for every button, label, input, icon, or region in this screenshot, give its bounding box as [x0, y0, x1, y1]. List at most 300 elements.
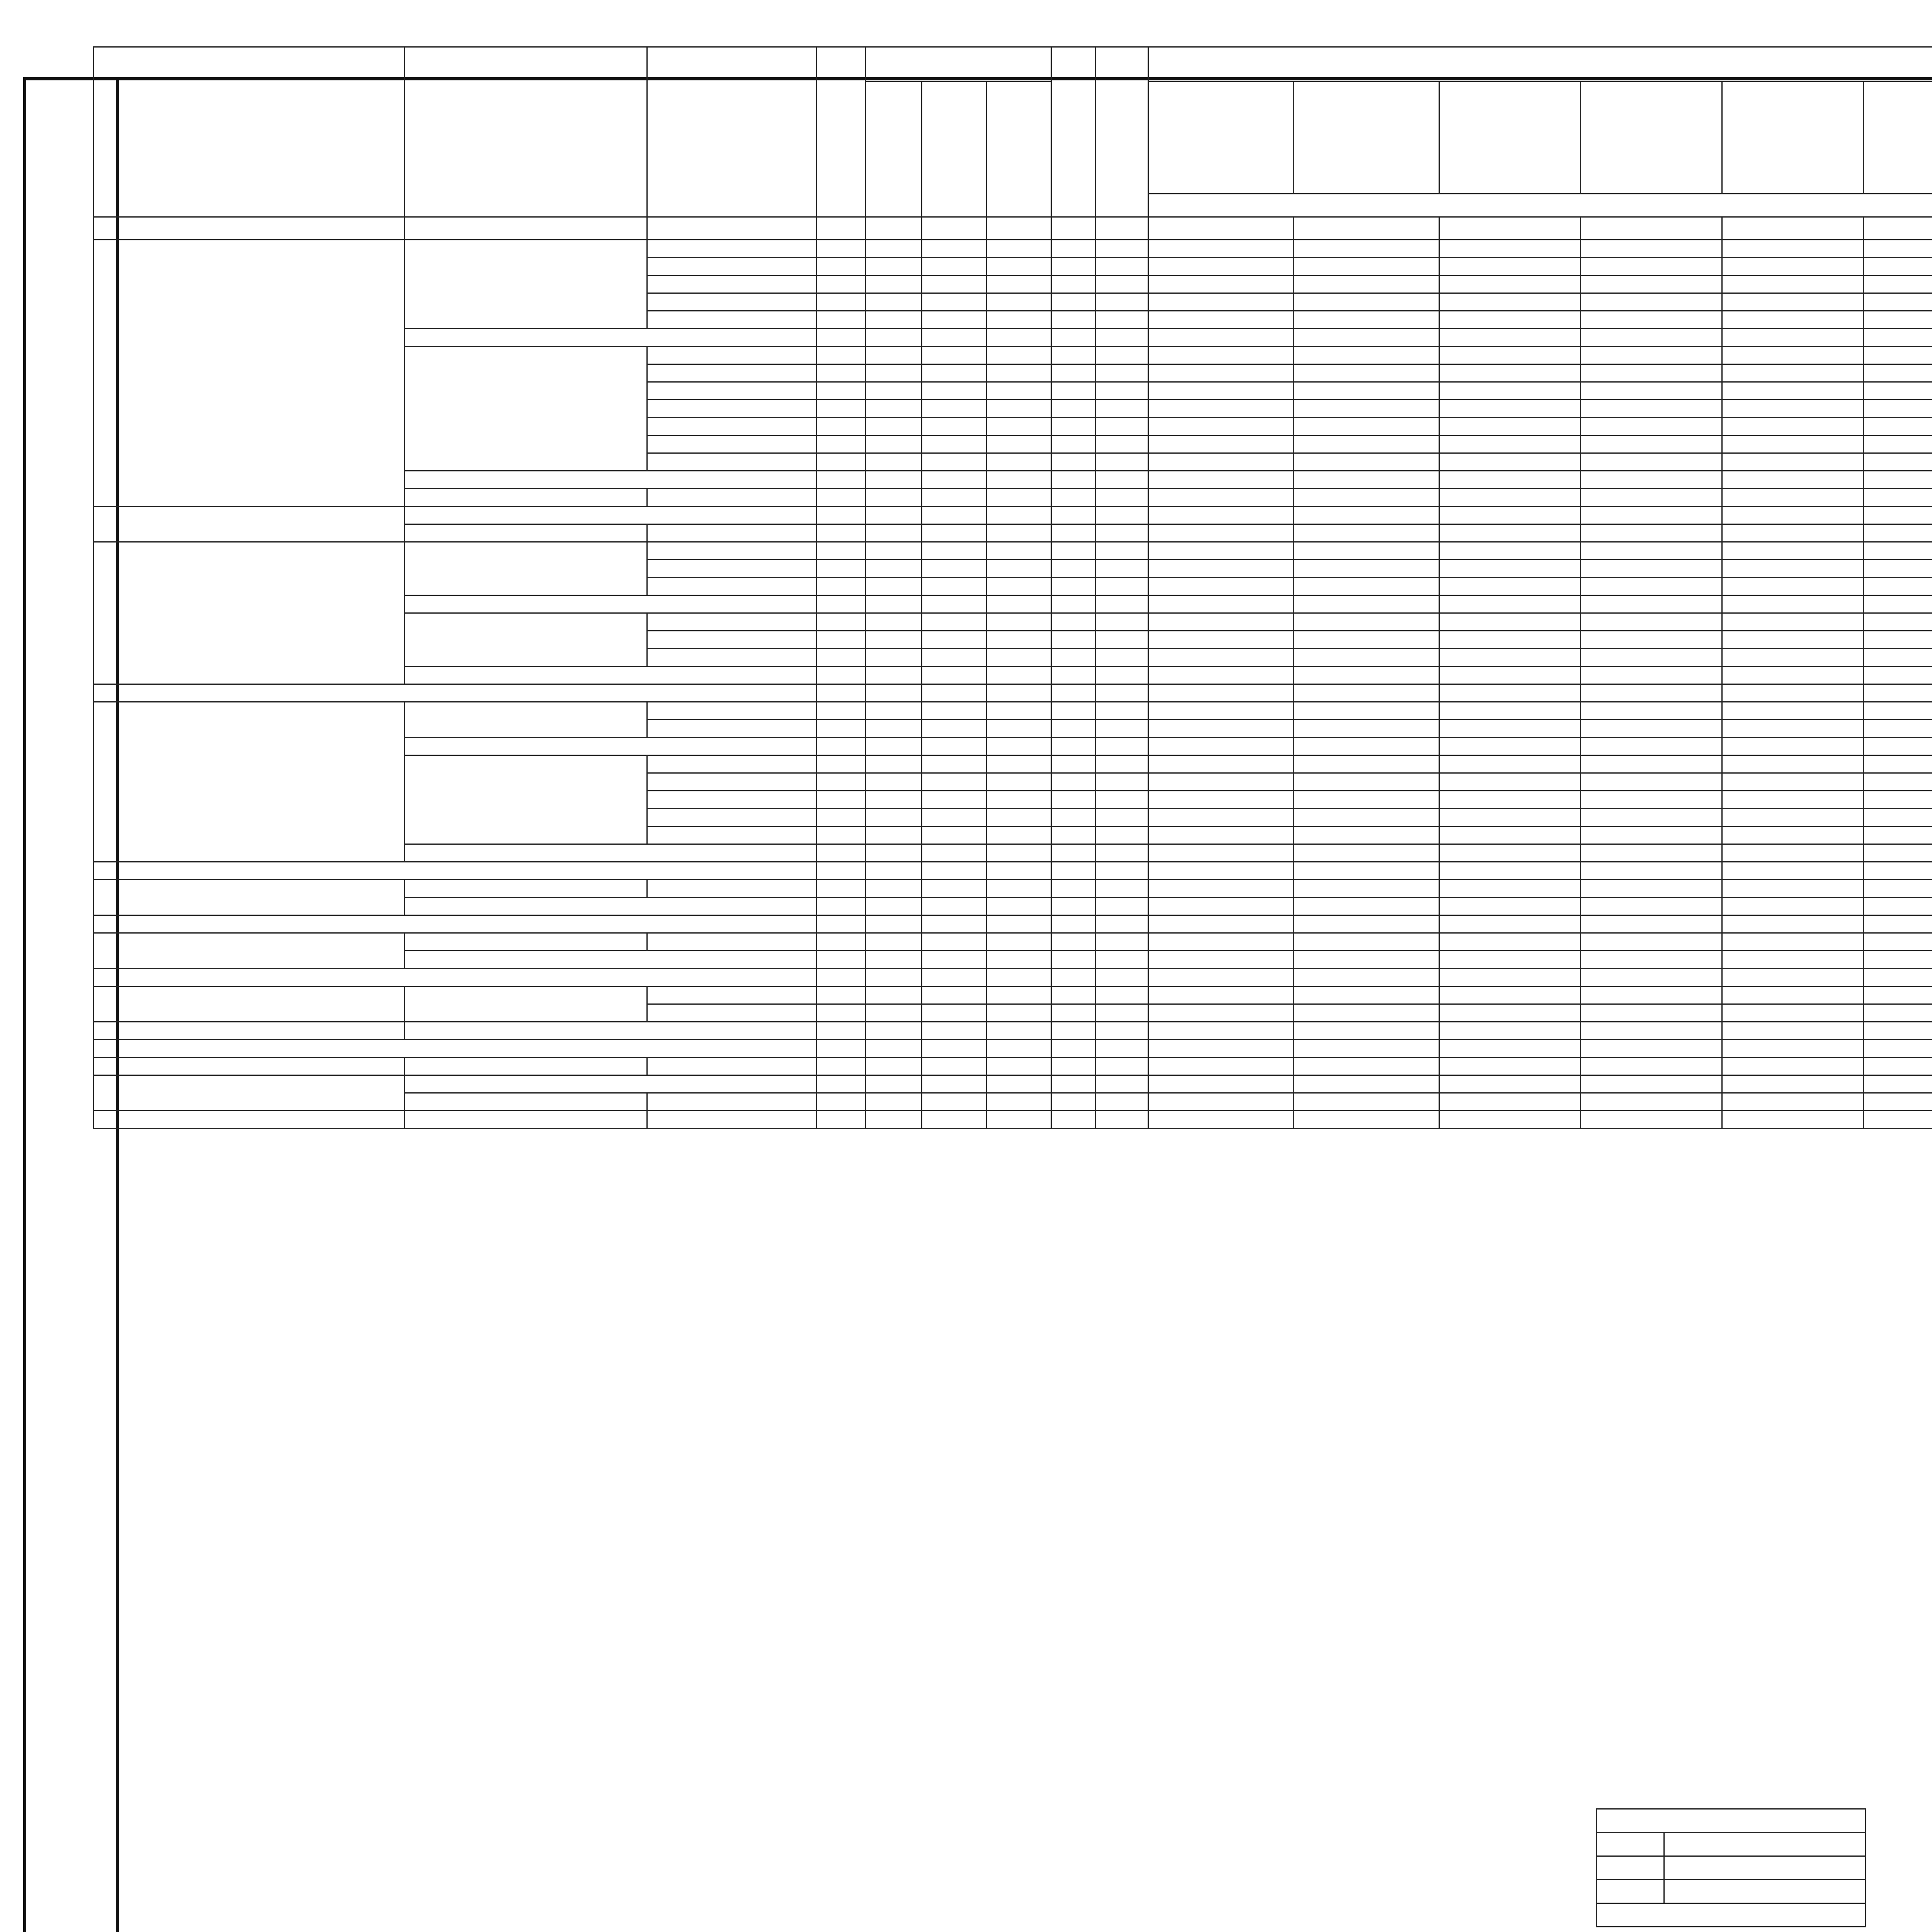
table-cell [922, 1058, 986, 1075]
table-cell [1051, 667, 1095, 684]
table-cell [1148, 293, 1294, 311]
table-cell [986, 1093, 1051, 1111]
table-cell [986, 542, 1051, 560]
steel-grade [405, 613, 647, 667]
table-cell [1863, 329, 1932, 347]
steel-grade [405, 240, 647, 329]
table-cell [1722, 720, 1863, 738]
table-cell [865, 738, 922, 755]
table-cell [1580, 898, 1722, 915]
table-cell [1722, 258, 1863, 276]
table-cell [1722, 1058, 1863, 1075]
table-cell [865, 382, 922, 400]
table-cell [1863, 1111, 1932, 1129]
table-cell [865, 240, 922, 258]
table-cell [1439, 258, 1580, 276]
table-cell [1294, 382, 1439, 400]
table-cell [986, 311, 1051, 329]
table-row [94, 880, 1932, 898]
table-cell [1863, 1022, 1932, 1040]
table-cell [817, 240, 866, 258]
profile-size [647, 347, 816, 364]
table-cell [1580, 382, 1722, 400]
table-cell [1863, 969, 1932, 986]
table-cell [1722, 542, 1863, 560]
table-cell [1095, 1058, 1148, 1075]
table-cell [1051, 755, 1095, 773]
table-cell [1148, 258, 1294, 276]
table-cell [1051, 986, 1095, 1004]
table-cell [1580, 755, 1722, 773]
table-cell [1148, 435, 1294, 453]
table-cell [1051, 702, 1095, 720]
profile-size [647, 809, 816, 827]
table-cell [1148, 418, 1294, 435]
table-cell [1095, 471, 1148, 489]
table-row [94, 933, 1932, 951]
table-cell [1095, 898, 1148, 915]
table-cell [1051, 1040, 1095, 1058]
table-cell [1095, 827, 1148, 844]
table-cell [1051, 809, 1095, 827]
table-cell [1294, 1022, 1439, 1040]
table-cell [865, 986, 922, 1004]
table-cell [1439, 702, 1580, 720]
table-cell [1439, 1111, 1580, 1129]
table-cell [817, 1058, 866, 1075]
column-number [1051, 217, 1095, 240]
table-cell [1580, 613, 1722, 631]
table-cell [1863, 1040, 1932, 1058]
table-cell [865, 329, 922, 347]
table-cell [1294, 1004, 1439, 1022]
table-cell [1148, 809, 1294, 827]
h-code [865, 47, 1051, 82]
column-number [1863, 217, 1932, 240]
table-cell [1148, 702, 1294, 720]
table-cell [865, 844, 922, 862]
table-cell [1580, 649, 1722, 667]
table-cell [1051, 276, 1095, 293]
table-cell [1051, 1111, 1095, 1129]
table-cell [1439, 471, 1580, 489]
table-cell [1294, 1111, 1439, 1129]
table-cell [1439, 1075, 1580, 1093]
table-cell [817, 684, 866, 702]
h-e-ribs [1294, 82, 1439, 194]
steel-grade [405, 755, 647, 844]
table-cell [817, 613, 866, 631]
table-cell [1722, 418, 1863, 435]
table-cell [1722, 649, 1863, 667]
table-cell [1722, 347, 1863, 364]
table-cell [817, 471, 866, 489]
table-cell [1294, 400, 1439, 418]
table-cell [1095, 986, 1148, 1004]
table-cell [1095, 418, 1148, 435]
table-cell [1722, 560, 1863, 578]
table-cell [817, 524, 866, 542]
table-cell [1439, 880, 1580, 898]
table-row [94, 1040, 1932, 1058]
h-e-supports [1439, 82, 1580, 194]
table-cell [1294, 311, 1439, 329]
table-cell [1294, 293, 1439, 311]
table-cell [1148, 453, 1294, 471]
table-cell [1863, 791, 1932, 809]
table-cell [1863, 684, 1932, 702]
table-cell [1863, 755, 1932, 773]
table-cell [1294, 453, 1439, 471]
table-cell [1095, 364, 1148, 382]
profile-size [647, 880, 816, 898]
table-cell [1580, 1093, 1722, 1111]
inv-no-label [1597, 1903, 1866, 1927]
table-cell [986, 631, 1051, 649]
table-row [94, 240, 1932, 258]
profile-size [647, 560, 816, 578]
table-cell [1148, 738, 1294, 755]
table-cell [1580, 240, 1722, 258]
table-cell [865, 667, 922, 684]
steel-grade [405, 489, 647, 507]
table-cell [1051, 1093, 1095, 1111]
table-cell [1439, 293, 1580, 311]
table-cell [986, 755, 1051, 773]
table-cell [1439, 738, 1580, 755]
table-cell [1294, 578, 1439, 595]
table-row [94, 702, 1932, 720]
table-cell [922, 827, 986, 844]
subtotal-label [405, 738, 817, 755]
table-cell [817, 720, 866, 738]
table-cell [1439, 276, 1580, 293]
table-cell [1722, 489, 1863, 507]
profile-group [94, 1075, 405, 1111]
table-cell [1095, 347, 1148, 364]
binding-block [1596, 1808, 1866, 1927]
profile-size [647, 986, 816, 1004]
table-cell [986, 418, 1051, 435]
table-cell [1294, 1075, 1439, 1093]
h-elem-code [1148, 194, 1932, 217]
h-designation [647, 47, 816, 217]
table-cell [1580, 969, 1722, 986]
table-cell [922, 720, 986, 738]
table-cell [1294, 258, 1439, 276]
table-cell [1095, 311, 1148, 329]
table-cell [1580, 507, 1722, 524]
table-cell [1051, 311, 1095, 329]
column-number [1095, 217, 1148, 240]
table-cell [922, 613, 986, 631]
column-number [817, 217, 866, 240]
table-cell [1148, 364, 1294, 382]
table-cell [922, 969, 986, 986]
table-cell [865, 827, 922, 844]
table-cell [1439, 311, 1580, 329]
table-cell [1722, 755, 1863, 773]
table-cell [1294, 880, 1439, 898]
table-cell [922, 578, 986, 595]
table-cell [1051, 400, 1095, 418]
table-cell [1148, 1040, 1294, 1058]
table-cell [1148, 471, 1294, 489]
table-cell [1148, 1058, 1294, 1075]
table-cell [922, 471, 986, 489]
table-cell [1294, 862, 1439, 880]
table-cell [865, 649, 922, 667]
table-cell [1148, 329, 1294, 347]
profile-size [647, 791, 816, 809]
table-cell [1051, 524, 1095, 542]
table-cell [986, 702, 1051, 720]
table-cell [1722, 595, 1863, 613]
table-cell [1439, 649, 1580, 667]
profile-size [647, 933, 816, 951]
table-cell [865, 489, 922, 507]
table-cell [865, 720, 922, 738]
table-cell [1580, 1040, 1722, 1058]
table-cell [1051, 969, 1095, 986]
table-cell [1580, 702, 1722, 720]
table-cell [1863, 667, 1932, 684]
table-cell [865, 1093, 922, 1111]
table-cell [1863, 862, 1932, 880]
table-cell [1439, 986, 1580, 1004]
table-cell [1580, 720, 1722, 738]
table-cell [1051, 240, 1095, 258]
table-cell [1439, 684, 1580, 702]
table-cell [1095, 684, 1148, 702]
column-number [647, 217, 816, 240]
table-cell [1580, 471, 1722, 489]
table-cell [1580, 435, 1722, 453]
table-cell [1148, 1022, 1294, 1040]
h-num [817, 47, 866, 217]
table-cell [1580, 791, 1722, 809]
table-cell [1294, 1040, 1439, 1058]
table-cell [1439, 951, 1580, 969]
column-number [986, 217, 1051, 240]
table-cell [1294, 507, 1439, 524]
table-cell [922, 791, 986, 809]
table-cell [986, 986, 1051, 1004]
table-cell [986, 951, 1051, 969]
table-cell [1580, 1022, 1722, 1040]
table-cell [1148, 347, 1294, 364]
table-cell [1294, 1058, 1439, 1075]
table-cell [1439, 791, 1580, 809]
table-cell [986, 809, 1051, 827]
table-cell [1863, 986, 1932, 1004]
binding-label [1597, 1809, 1866, 1833]
table-cell [817, 595, 866, 613]
table-cell [1095, 258, 1148, 276]
table-row [94, 862, 1932, 880]
table-cell [865, 1004, 922, 1022]
table-cell [1863, 951, 1932, 969]
table-cell [865, 862, 922, 880]
table-cell [817, 791, 866, 809]
table-cell [922, 1075, 986, 1093]
table-cell [1863, 471, 1932, 489]
table-cell [922, 400, 986, 418]
steel-grade [405, 1111, 647, 1129]
table-cell [1722, 809, 1863, 827]
table-cell [817, 809, 866, 827]
table-cell [1722, 684, 1863, 702]
table-cell [1863, 489, 1932, 507]
table-cell [922, 311, 986, 329]
table-cell [1051, 915, 1095, 933]
subtotal-label [405, 951, 817, 969]
table-cell [986, 1004, 1051, 1022]
table-cell [1439, 578, 1580, 595]
table-cell [1148, 720, 1294, 738]
table-cell [986, 720, 1051, 738]
steel-grade [405, 702, 647, 738]
table-cell [1294, 329, 1439, 347]
table-cell [817, 755, 866, 773]
table-cell [1580, 258, 1722, 276]
table-cell [865, 1040, 922, 1058]
table-cell [1294, 738, 1439, 755]
table-cell [1148, 898, 1294, 915]
table-cell [1051, 827, 1095, 844]
table-cell [1863, 1075, 1932, 1093]
table-cell [865, 702, 922, 720]
table-cell [1580, 453, 1722, 471]
table-cell [1722, 311, 1863, 329]
table-cell [1294, 240, 1439, 258]
table-cell [922, 489, 986, 507]
h-code-profile [922, 82, 986, 217]
table-cell [922, 435, 986, 453]
table-cell [922, 933, 986, 951]
table-cell [1580, 773, 1722, 791]
steel-grade [405, 1058, 647, 1075]
table-cell [986, 933, 1051, 951]
subtotal-label [405, 667, 817, 684]
table-cell [1863, 880, 1932, 898]
table-cell [1863, 720, 1932, 738]
column-number [1439, 217, 1580, 240]
table-cell [817, 1004, 866, 1022]
table-cell [1580, 1058, 1722, 1075]
h-qty [1051, 47, 1095, 217]
table-cell [1051, 293, 1095, 311]
table-cell [1863, 347, 1932, 364]
table-cell [1051, 364, 1095, 382]
subtotal-label [405, 595, 817, 613]
table-cell [1722, 844, 1863, 862]
h-e-platforms [1580, 82, 1722, 194]
profile-size [647, 542, 816, 560]
table-cell [986, 364, 1051, 382]
table-cell [1580, 809, 1722, 827]
table-cell [1294, 933, 1439, 951]
table-cell [1148, 1075, 1294, 1093]
table-cell [1722, 773, 1863, 791]
table-cell [865, 684, 922, 702]
table-cell [1148, 631, 1294, 649]
table-cell [1051, 951, 1095, 969]
table-cell [1051, 347, 1095, 364]
table-cell [817, 329, 866, 347]
table-cell [986, 293, 1051, 311]
column-number [94, 217, 405, 240]
table-cell [922, 1111, 986, 1129]
profile-size [647, 489, 816, 507]
table-cell [986, 844, 1051, 862]
table-cell [922, 524, 986, 542]
table-cell [922, 293, 986, 311]
table-cell [922, 595, 986, 613]
table-cell [986, 258, 1051, 276]
profile-size [647, 578, 816, 595]
table-cell [865, 809, 922, 827]
table-cell [1051, 435, 1095, 453]
table-cell [1294, 898, 1439, 915]
table-cell [922, 667, 986, 684]
subtotal-label [405, 898, 817, 915]
table-cell [922, 915, 986, 933]
table-cell [1863, 400, 1932, 418]
total-profile-label [94, 684, 817, 702]
table-cell [1095, 1111, 1148, 1129]
table-cell [1051, 258, 1095, 276]
table-cell [1294, 347, 1439, 364]
column-number [922, 217, 986, 240]
table-cell [1294, 524, 1439, 542]
table-cell [865, 347, 922, 364]
subtotal-label [405, 1075, 817, 1093]
profile-size [647, 276, 816, 293]
table-cell [922, 240, 986, 258]
table-cell [1439, 418, 1580, 435]
table-cell [1439, 400, 1580, 418]
table-cell [1148, 684, 1294, 702]
table-cell [1580, 951, 1722, 969]
profile-group [94, 1058, 405, 1075]
table-cell [817, 453, 866, 471]
table-cell [1294, 773, 1439, 791]
table-cell [817, 1093, 866, 1111]
table-cell [986, 578, 1051, 595]
table-cell [1051, 631, 1095, 649]
table-cell [986, 738, 1051, 755]
table-cell [1051, 1022, 1095, 1040]
table-cell [865, 755, 922, 773]
table-cell [986, 1058, 1051, 1075]
table-cell [817, 542, 866, 560]
table-cell [1148, 773, 1294, 791]
table-cell [1580, 880, 1722, 898]
table-cell [1294, 1093, 1439, 1111]
table-cell [1439, 898, 1580, 915]
table-cell [1095, 1040, 1148, 1058]
table-cell [1580, 862, 1722, 880]
table-cell [865, 276, 922, 293]
table-cell [1148, 311, 1294, 329]
table-cell [986, 1040, 1051, 1058]
table-cell [1863, 364, 1932, 382]
table-cell [817, 1111, 866, 1129]
table-cell [1095, 862, 1148, 880]
table-cell [1863, 560, 1932, 578]
table-cell [1095, 1093, 1148, 1111]
